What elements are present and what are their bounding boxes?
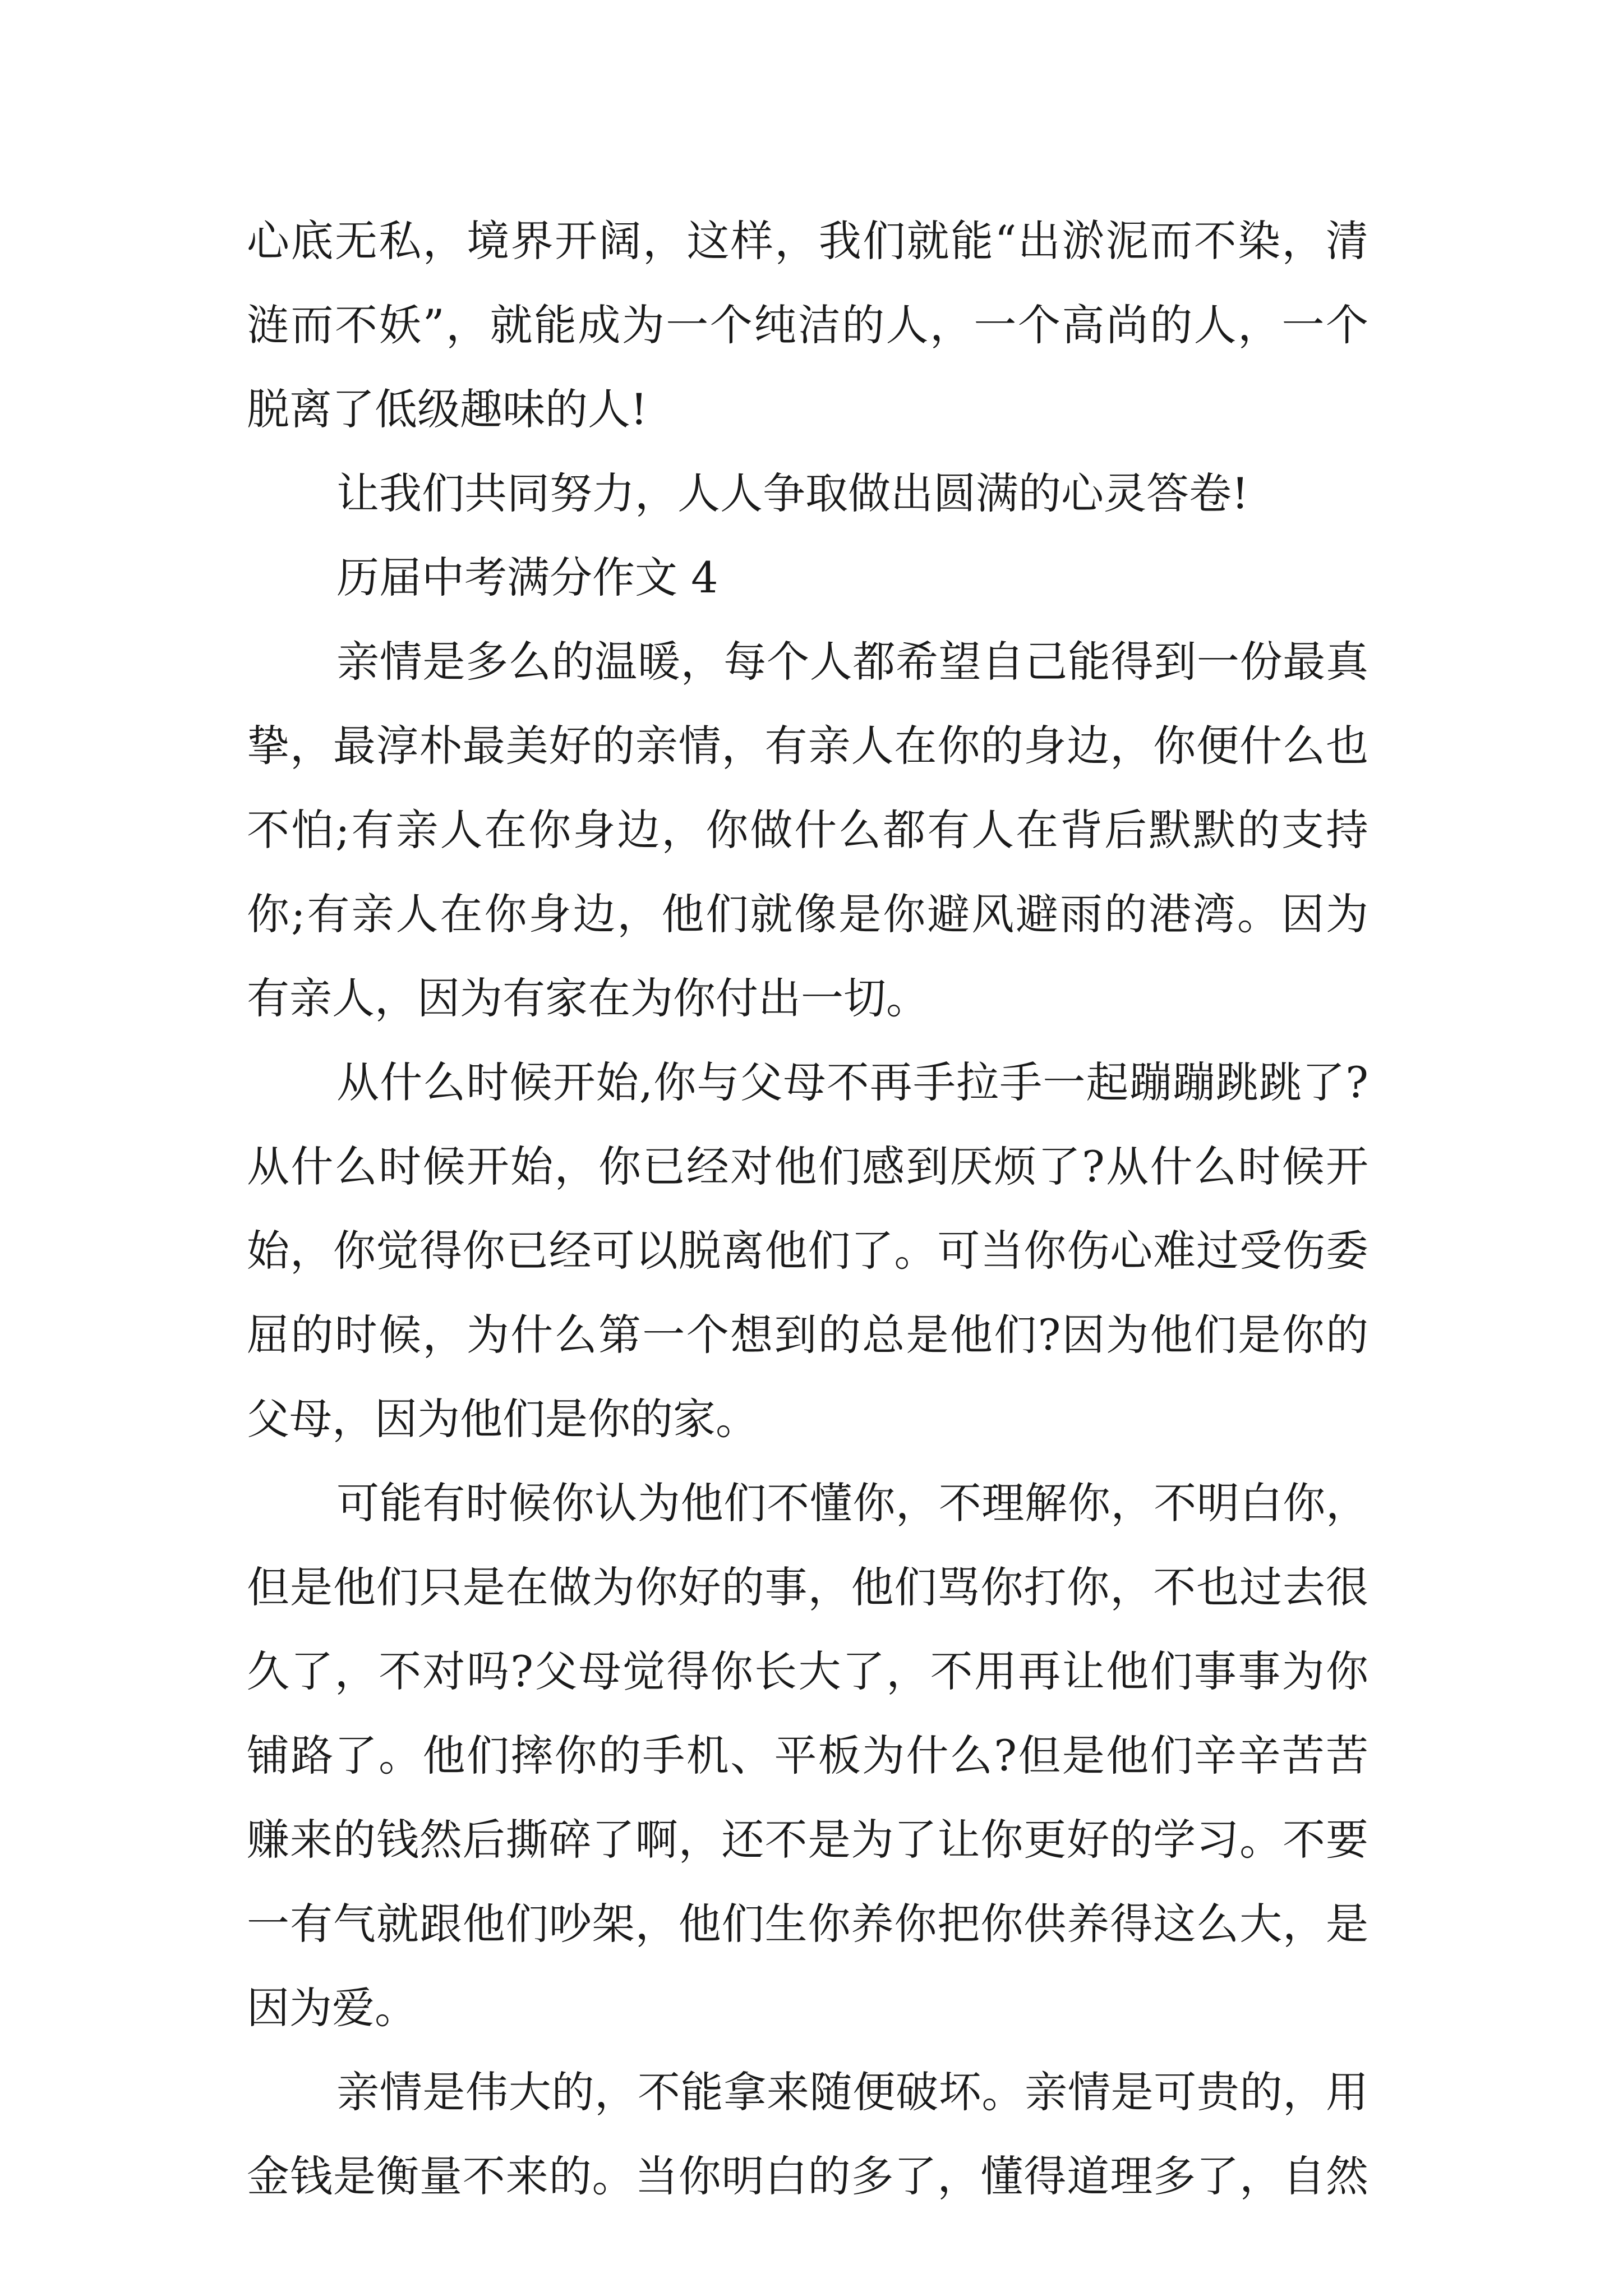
text-line: 铺路了。他们摔你的手机、平板为什么?但是他们辛辛苦苦 (247, 1731, 1368, 1780)
text-line: 涟而不妖”，就能成为一个纯洁的人，一个高尚的人，一个 (247, 300, 1368, 350)
text-line: 有亲人，因为有家在为你付出一切。 (247, 973, 929, 1023)
text-line: 可能有时候你认为他们不懂你，不理解你，不明白你， (336, 1478, 1368, 1528)
text-line: 不怕;有亲人在你身边，你做什么都有人在背后默默的支持 (247, 805, 1368, 855)
text-line: 亲情是伟大的，不能拿来随便破坏。亲情是可贵的，用 (336, 2067, 1368, 2117)
text-line: 赚来的钱然后撕碎了啊，还不是为了让你更好的学习。不要 (247, 1815, 1368, 1865)
text-line: 但是他们只是在做为你好的事，他们骂你打你，不也过去很 (247, 1562, 1368, 1612)
text-line: 心底无私，境界开阔，这样，我们就能“出淤泥而不染，清 (247, 216, 1368, 266)
text-line: 一有气就跟他们吵架，他们生你养你把你供养得这么大，是 (247, 1899, 1368, 1949)
section-heading: 历届中考满分作文 4 (336, 553, 718, 602)
text-line: 因为爱。 (247, 1983, 417, 2033)
text-line: 屈的时候，为什么第一个想到的总是他们?因为他们是你的 (247, 1310, 1368, 1360)
text-line: 亲情是多么的温暖，每个人都希望自己能得到一份最真 (336, 637, 1368, 687)
text-line: 从什么时候开始,你与父母不再手拉手一起蹦蹦跳跳了? (336, 1057, 1368, 1107)
text-line: 脱离了低级趣味的人! (247, 384, 648, 434)
text-line: 让我们共同努力，人人争取做出圆满的心灵答卷! (336, 468, 1249, 518)
text-line: 金钱是衡量不来的。当你明白的多了，懂得道理多了，自然 (247, 2151, 1368, 2201)
text-line: 从什么时候开始，你已经对他们感到厌烦了?从什么时候开 (247, 1142, 1368, 1191)
text-line: 你;有亲人在你身边，他们就像是你避风避雨的港湾。因为 (247, 889, 1368, 939)
text-line: 久了，不对吗?父母觉得你长大了，不用再让他们事事为你 (247, 1646, 1368, 1696)
text-line: 始，你觉得你已经可以脱离他们了。可当你伤心难过受伤委 (247, 1226, 1368, 1276)
text-line: 父母，因为他们是你的家。 (247, 1394, 758, 1444)
text-line: 挚，最淳朴最美好的亲情，有亲人在你的身边，你便什么也 (247, 721, 1368, 771)
